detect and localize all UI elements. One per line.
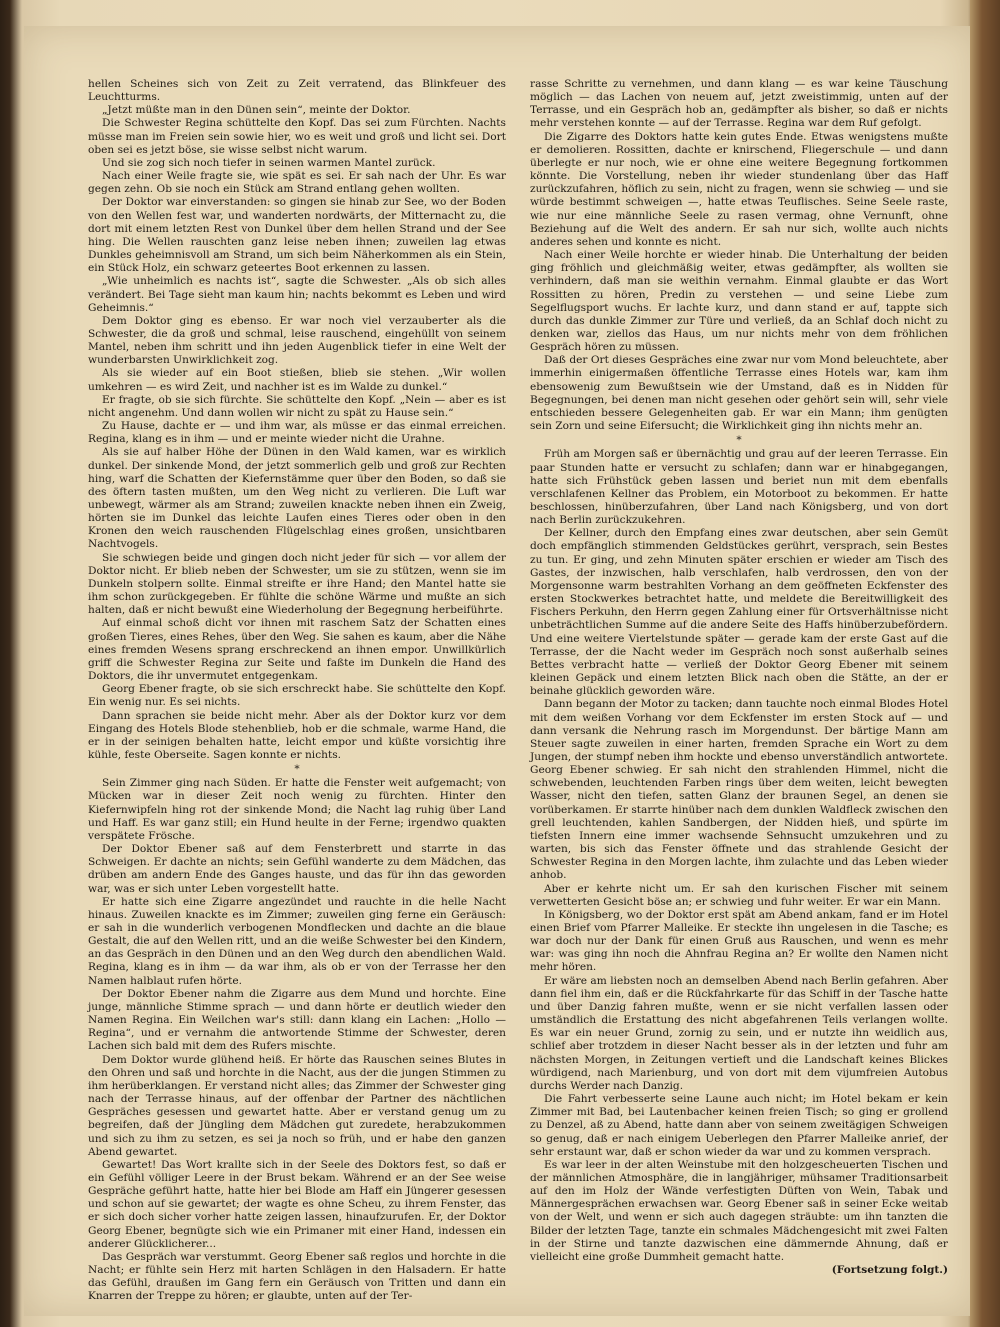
left-paragraph: Als sie wieder auf ein Boot stießen, blieb sie stehen. „Wir wollen umkehren — es wird Zeit, und nachher ist es im Walde zu dunkel.“	[88, 367, 506, 393]
section-divider: *	[736, 434, 742, 447]
right-paragraph: Der Kellner, durch den Empfang eines zwar deutschen, aber sein Gemüt doch empfänglich stimmenden Geldstückes gerührt, versprach, sein Bestes zu tun. Er ging, und zehn Minuten später erschien er wieder am Tisch des Gastes, der inzwischen, halb verschlafen, halb verdrossen, den von der Morgensonne warm bestrahlten Vorhang an dem geöffneten Eckfenster des ersten Stockwerkes betrachtet hatte, und meldete die Bereitwilligkeit des Fischers Perkuhn, den Herrn gegen Zahlung einer für Ortsverhältnisse nicht unbeträchtlichen Summe auf die andere Seite des Haffs hinüberzubefördern. Und eine weitere Viertelstunde später — gerade kam der erste Gast auf die Terrasse, der die Nacht weder im Gespräch noch sonst außerhalb seines Bettes verbracht hatte — verließ der Doktor Georg Ebener mit seinem kleinen Gepäck und einem letzten Blick nach oben die Stätte, an der er beinahe glücklich geworden wäre.	[530, 527, 948, 698]
right-paragraph: Dann begann der Motor zu tacken; dann tauchte noch einmal Blodes Hotel mit dem weißen Vorhang vor dem Eckfenster im ersten Stock auf — und dann versank die Nehrung rasch im Morgendunst. Der bärtige Mann am Steuer sagte zuweilen in einer harten, fremden Sprache ein Wort zu dem Jungen, der stumpf neben ihm hockte und ebenso unverständlich antwortete. Georg Ebener schwieg. Er sah nicht den strahlenden Himmel, nicht die schwebenden, leuchtenden Farben rings über dem weiten, leicht bewegten Wasser, nicht den tiefen, satten Glanz der braunen Segel, an denen sie vorüberkamen. Er starrte hinüber nach dem dunklen Waldfleck zwischen den grell leuchtenden, kahlen Sandbergen, der Nidden hieß, und spürte im tiefsten Innern eine immer wachsende Sehnsucht umzukehren und zu warten, bis sich das Fenster öffnete und das strahlende Gesicht der Schwester Regina in den Morgen lachte, ihm zulachte und das Leben wieder anhob.	[530, 698, 948, 882]
right-text-column	[530, 78, 948, 1277]
book-spine	[970, 0, 1000, 1327]
left-paragraph: Nach einer Weile fragte sie, wie spät es sei. Er sah nach der Uhr. Es war gegen zehn. Ob sie noch ein Stück am Strand entlang gehen wollten.	[88, 170, 506, 196]
right-paragraph: Es war leer in der alten Weinstube mit den holzgescheuerten Tischen und der männlichen Atmosphäre, die in langjähriger, mühsamer Traditionsarbeit auf den im Holz der Wände verfestigten Düften von Wein, Tabak und Männergesprächen erwachsen war. Georg Ebener saß in seiner Ecke weitab von der Welt, und wenn er sich auch dagegen sträubte: um ihn tanzten die Bilder der letzten Tage, tanzte ein schmales Mädchengesicht mit zwei Falten in der Stirne und tanzte dazwischen eine dämmernde Ahnung, daß er vielleicht eine große Dummheit gemacht hatte.	[530, 1158, 948, 1263]
left-paragraph: „Jetzt müßte man in den Dünen sein“, meinte der Doktor.	[102, 104, 411, 117]
left-paragraph: Georg Ebener fragte, ob sie sich erschreckt habe. Sie schüttelte den Kopf. Ein wenig nur. Es sei nichts.	[88, 683, 506, 709]
left-paragraph: Das Gespräch war verstummt. Georg Ebener saß reglos und horchte in die Nacht; er fühlte sein Herz mit harten Schlägen in den Halsadern. Er hatte das Gefühl, draußen im Gang fern ein Geräusch von Tritten und dann ein Knarren der Treppe zu hören; er glaubte, unten auf der Ter-	[88, 1250, 506, 1303]
right-paragraph: rasse Schritte zu vernehmen, und dann klang — es war keine Täuschung möglich — das Lachen von neuem auf, jetzt zweistimmig, unten auf der Terrasse, und ein Gespräch hob an, gedämpfter als bisher, so daß er nichts mehr verstehen konnte — auf der Terrasse. Regina war dem Ruf gefolgt.	[530, 78, 948, 130]
left-paragraph: Dem Doktor wurde glühend heiß. Er hörte das Rauschen seines Blutes in den Ohren und saß und horchte in die Nacht, aus der die jungen Stimmen zu ihm herüberklangen. Er verstand nicht alles; das Zimmer der Schwester ging nach der Terrasse hinaus, auf der offenbar der Partner des nächtlichen Gespräches gesessen und gewartet hatte. Aber er verstand genug um zu begreifen, daß der Jüngling dem Mädchen gut zuredete, herabzukommen und sich zu ihm zu setzen, es sei ja noch so früh, und er habe den ganzen Abend gewartet.	[88, 1053, 506, 1158]
left-paragraph: Sein Zimmer ging nach Süden. Er hatte die Fenster weit aufgemacht; von Mücken war in dieser Zeit noch wenig zu fürchten. Hinter den Kiefernwipfeln hing rot der sinkende Mond; die Nacht lag ruhig über Land und Haff. Es war ganz still; ein Hund heulte in der Ferne; irgendwo quakten verspätete Frösche.	[88, 777, 506, 842]
right-paragraph: Daß der Ort dieses Gespräches eine zwar nur vom Mond beleuchtete, aber immerhin einigermaßen öffentliche Terrasse eines Hotels war, kam ihm ebensowenig zum Bewußtsein wie der Umstand, daß es in Nidden für Begegnungen, bei denen man nicht gesehen oder gehört sein will, sehr viele entschieden bessere Gelegenheiten gab. Er war ein Mann; ihm genügten sein Zorn und seine Eifersucht; die Wirklichkeit ging ihn nichts mehr an.	[530, 354, 948, 433]
left-paragraph: Die Schwester Regina schüttelte den Kopf. Das sei zum Fürchten. Nachts müsse man im Freien sein sowie hier, wo es weit und groß und licht sei. Dort oben sei es jetzt böse, sie wisse selbst nicht warum.	[88, 117, 506, 156]
continuation-note: (Fortsetzung folgt.)	[831, 1264, 948, 1277]
right-paragraph: Nach einer Weile horchte er wieder hinab. Die Unterhaltung der beiden ging fröhlich und gleichmäßig weiter, etwas gedämpfter, als wollten sie verhindern, daß man sie weithin vernahm. Einmal glaubte er das Wort Rossitten zu hören, Predin zu verstehen — und seine Liebe zum Segelflugsport wuchs. Er lachte kurz, und dann stand er auf, tappte sich durch das dunkle Zimmer zur Türe und verließ, da an Schlaf doch nicht zu denken war, ziellos das Haus, um nur nichts mehr von dem fröhlichen Gespräch hören zu müssen.	[530, 249, 948, 354]
left-paragraph: Der Doktor Ebener nahm die Zigarre aus dem Mund und horchte. Eine junge, männliche Stimme sprach — und dann hörte er deutlich wieder den Namen Regina. Ein Weilchen war's still: dann klang ein Lachen: „Hollo — Regina“, und er vernahm die antwortende Stimme der Schwester, deren Lachen sich bald mit dem des Rufers mischte.	[88, 987, 506, 1053]
right-paragraph: In Königsberg, wo der Doktor erst spät am Abend ankam, fand er im Hotel einen Brief vom Pfarrer Malleike. Er steckte ihn ungelesen in die Tasche; es war doch nur der Dank für einen Gruß aus Rauschen, und wenn es mehr war: was ging ihn noch die Ahnfrau Regina an? Er wollte den Namen nicht mehr hören.	[530, 908, 948, 974]
left-paragraph: hellen Scheines sich von Zeit zu Zeit verratend, das Blinkfeuer des Leuchtturms.	[88, 78, 506, 104]
left-paragraph: Sie schwiegen beide und gingen doch nicht jeder für sich — vor allem der Doktor nicht. Er blieb neben der Schwester, um sie zu stützen, wenn sie im Dunkeln stolpern sollte. Einmal streifte er ihre Hand; den Mantel hatte sie ihm schon zurückgegeben. Er fühlte die schöne Wärme und mußte an sich halten, daß er nicht bewußt eine Wiederholung der Begegnung herbeiführte.	[88, 551, 506, 617]
right-paragraph: Früh am Morgen saß er übernächtig und grau auf der leeren Terrasse. Ein paar Stunden hatte er versucht zu schlafen; dann war er hinabgegangen, hatte sich Frühstück geben lassen und beriet nun mit dem ebenfalls verschlafenen Kellner das Problem, ein Motorboot zu bekommen. Er hatte beschlossen, hinüberzufahren, über Land nach Königsberg, und von dort nach Berlin zurückzukehren.	[530, 448, 948, 527]
left-paragraph: Als sie auf halber Höhe der Dünen in den Wald kamen, war es wirklich dunkel. Der sinkende Mond, der jetzt sommerlich gelb und groß zur Rechten hing, warf die Schatten der Kiefernstämme quer über den Boden, so daß sie des öftern tasten mußten, um den Weg nicht zu verlieren. Die Luft war unbewegt, wärmer als am Strand; zuweilen knackte neben ihnen ein Zweig, hörten sie im Dunkel das leichte Laufen eines Tieres oder oben in den Kronen den weich rauschenden Flügelschlag eines großen, unsichtbaren Nachtvogels.	[88, 446, 506, 551]
left-paragraph: Er fragte, ob sie sich fürchte. Sie schüttelte den Kopf. „Nein — aber es ist nicht angenehm. Und dann wollen wir nicht zu spät zu Hause sein.“	[88, 393, 506, 419]
left-paragraph: Der Doktor war einverstanden: so gingen sie hinab zur See, wo der Boden von den Wellen fest war, und wanderten nordwärts, der Mitternacht zu, die dort mit einem letzten Rest von Dunkel über dem hellen Strand und der See hing. Die Wellen rauschten ganz leise neben ihnen; zuweilen lag etwas Dunkles geheimnisvoll am Strand, um sich beim Näherkommen als ein Stein, ein Stück Holz, ein schwarz geteertes Boot erkennen zu lassen.	[88, 196, 506, 275]
left-paragraph: Und sie zog sich noch tiefer in seinen warmen Mantel zurück.	[102, 156, 436, 169]
section-divider: *	[294, 763, 300, 776]
right-paragraph: Aber er kehrte nicht um. Er sah den kurischen Fischer mit seinem verwetterten Gesicht böse an; er schwieg und fuhr weiter. Er war ein Mann.	[530, 882, 948, 908]
left-paragraph: Der Doktor Ebener saß auf dem Fensterbrett und starrte in das Schweigen. Er dachte an nichts; sein Gefühl wanderte zu dem Mädchen, das drüben am andern Ende des Ganges hauste, und das für ihn das geworden war, was er sich unter Leben vorgestellt hatte.	[88, 843, 506, 895]
right-paragraph: Er wäre am liebsten noch an demselben Abend nach Berlin gefahren. Aber dann fiel ihm ein, daß er die Rückfahrkarte für das Schiff in der Tasche hatte und über Danzig fahren mußte, wenn er sie nicht verfallen lassen oder umständlich die Erstattung des nicht abgefahrenen Teils verlangen wollte. Es war ein neuer Grund, zornig zu sein, und er nutzte ihn weidlich aus, schlief aber trotzdem in dieser Nacht besser als in der letzten und fuhr am nächsten Morgen, in Zeitungen vertieft und die Landschaft keines Blickes würdigend, nach Marienburg, und von dort mit dem vijumfreien Autobus durchs Werder nach Danzig.	[530, 974, 948, 1092]
left-paragraph: Dem Doktor ging es ebenso. Er war noch viel verzauberter als die Schwester, die da groß und schmal, leise rauschend, eingehüllt von seinem Mantel, neben ihm schritt und ihn jeden Augenblick tiefer in eine Welt der wunderbarsten Unwirklichkeit zog.	[88, 314, 506, 367]
left-paragraph: Dann sprachen sie beide nicht mehr. Aber als der Doktor kurz vor dem Eingang des Hotels Blode stehenblieb, hob er die schmale, warme Hand, die er in der seinigen behalten hatte, leicht empor und küßte vorsichtig ihre kühle, feste Oberseite. Sagen konnte er nichts.	[88, 709, 506, 761]
left-text-column	[88, 78, 506, 1304]
left-paragraph: Auf einmal schoß dicht vor ihnen mit raschem Satz der Schatten eines großen Tieres, eines Rehes, über den Weg. Sie sahen es kaum, aber die Nähe eines fremden Wesens sprang erschreckend an ihnen empor. Unwillkürlich griff die Schwester Regina zur Seite und faßte im Dunkeln die Hand des Doktors, die ihr unvermutet entgegenkam.	[88, 617, 506, 683]
right-paragraph: Die Fahrt verbesserte seine Laune auch nicht; im Hotel bekam er kein Zimmer mit Bad, bei Lautenbacher keinen freien Tisch; so ging er grollend zu Denzel, aß zu Abend, hatte dann aber von seinem zweitägigen Schweigen so genug, daß er nach einigem Ueberlegen den Pfarrer Malleike anrief, der sehr erstaunt war, daß er schon wieder da war und zu kommen versprach.	[530, 1093, 948, 1158]
left-paragraph: Er hatte sich eine Zigarre angezündet und rauchte in die helle Nacht hinaus. Zuweilen knackte es im Zimmer; zuweilen ging ferne ein Geräusch: er sah in die wunderlich verbogenen Mondflecken und dachte an die blaue Gestalt, die auf den Wellen ritt, und an die weiße Schwester bei den Kindern, an das Gespräch in den Dünen und an den Weg durch den abendlichen Wald. Regina, klang es in ihm — da war ihm, als ob er von der Terrasse her den Namen halblaut rufen hörte.	[88, 895, 506, 987]
right-paragraph: Die Zigarre des Doktors hatte kein gutes Ende. Etwas wenigstens mußte er demolieren. Rossitten, dachte er knirschend, Fliegerschule — und dann überlegte er nur noch, wie er ohne eine weitere Begegnung fortkommen könnte. Die Vorstellung, neben ihr wieder stundenlang über das Haff zurückzufahren, höflich zu sein, nicht zu fragen, wenn sie schwieg — und sie würde bestimmt schweigen —, hatte etwas Teuflisches. Seine Seele raste, wie nur eine männliche Seele zu rasen vermag, ohne Vernunft, ohne Beziehung auf die Welt des andern. Er sah nur sich, wollte auch nichts anderes sehen und konnte es nicht.	[530, 130, 948, 248]
left-paragraph: Zu Hause, dachte er — und ihm war, als müsse er das einmal erreichen. Regina, klang es in ihm — und er meinte wieder nicht die Urahne.	[88, 420, 506, 446]
left-paragraph: Gewartet! Das Wort krallte sich in der Seele des Doktors fest, so daß er ein Gefühl völliger Leere in der Brust bekam. Während er an der See weise Gespräche geführt hatte, hatte hier bei Blode am Haff ein Jüngerer gesessen und schon auf sie gewartet; der wagte es ohne Scheu, zu ihrem Fenster, das er sich doch sicher vorher hatte zeigen lassen, hinaufzurufen. Er, der Doktor Georg Ebener, begnügte sich wie ein Primaner mit einer Hand, indessen ein anderer Glücklicherer...	[88, 1158, 506, 1250]
left-paragraph: „Wie unheimlich es nachts ist“, sagte die Schwester. „Als ob sich alles verändert. Bei Tage sieht man kaum hin; nachts bekommt es Leben und wird Geheimnis.“	[88, 275, 506, 314]
